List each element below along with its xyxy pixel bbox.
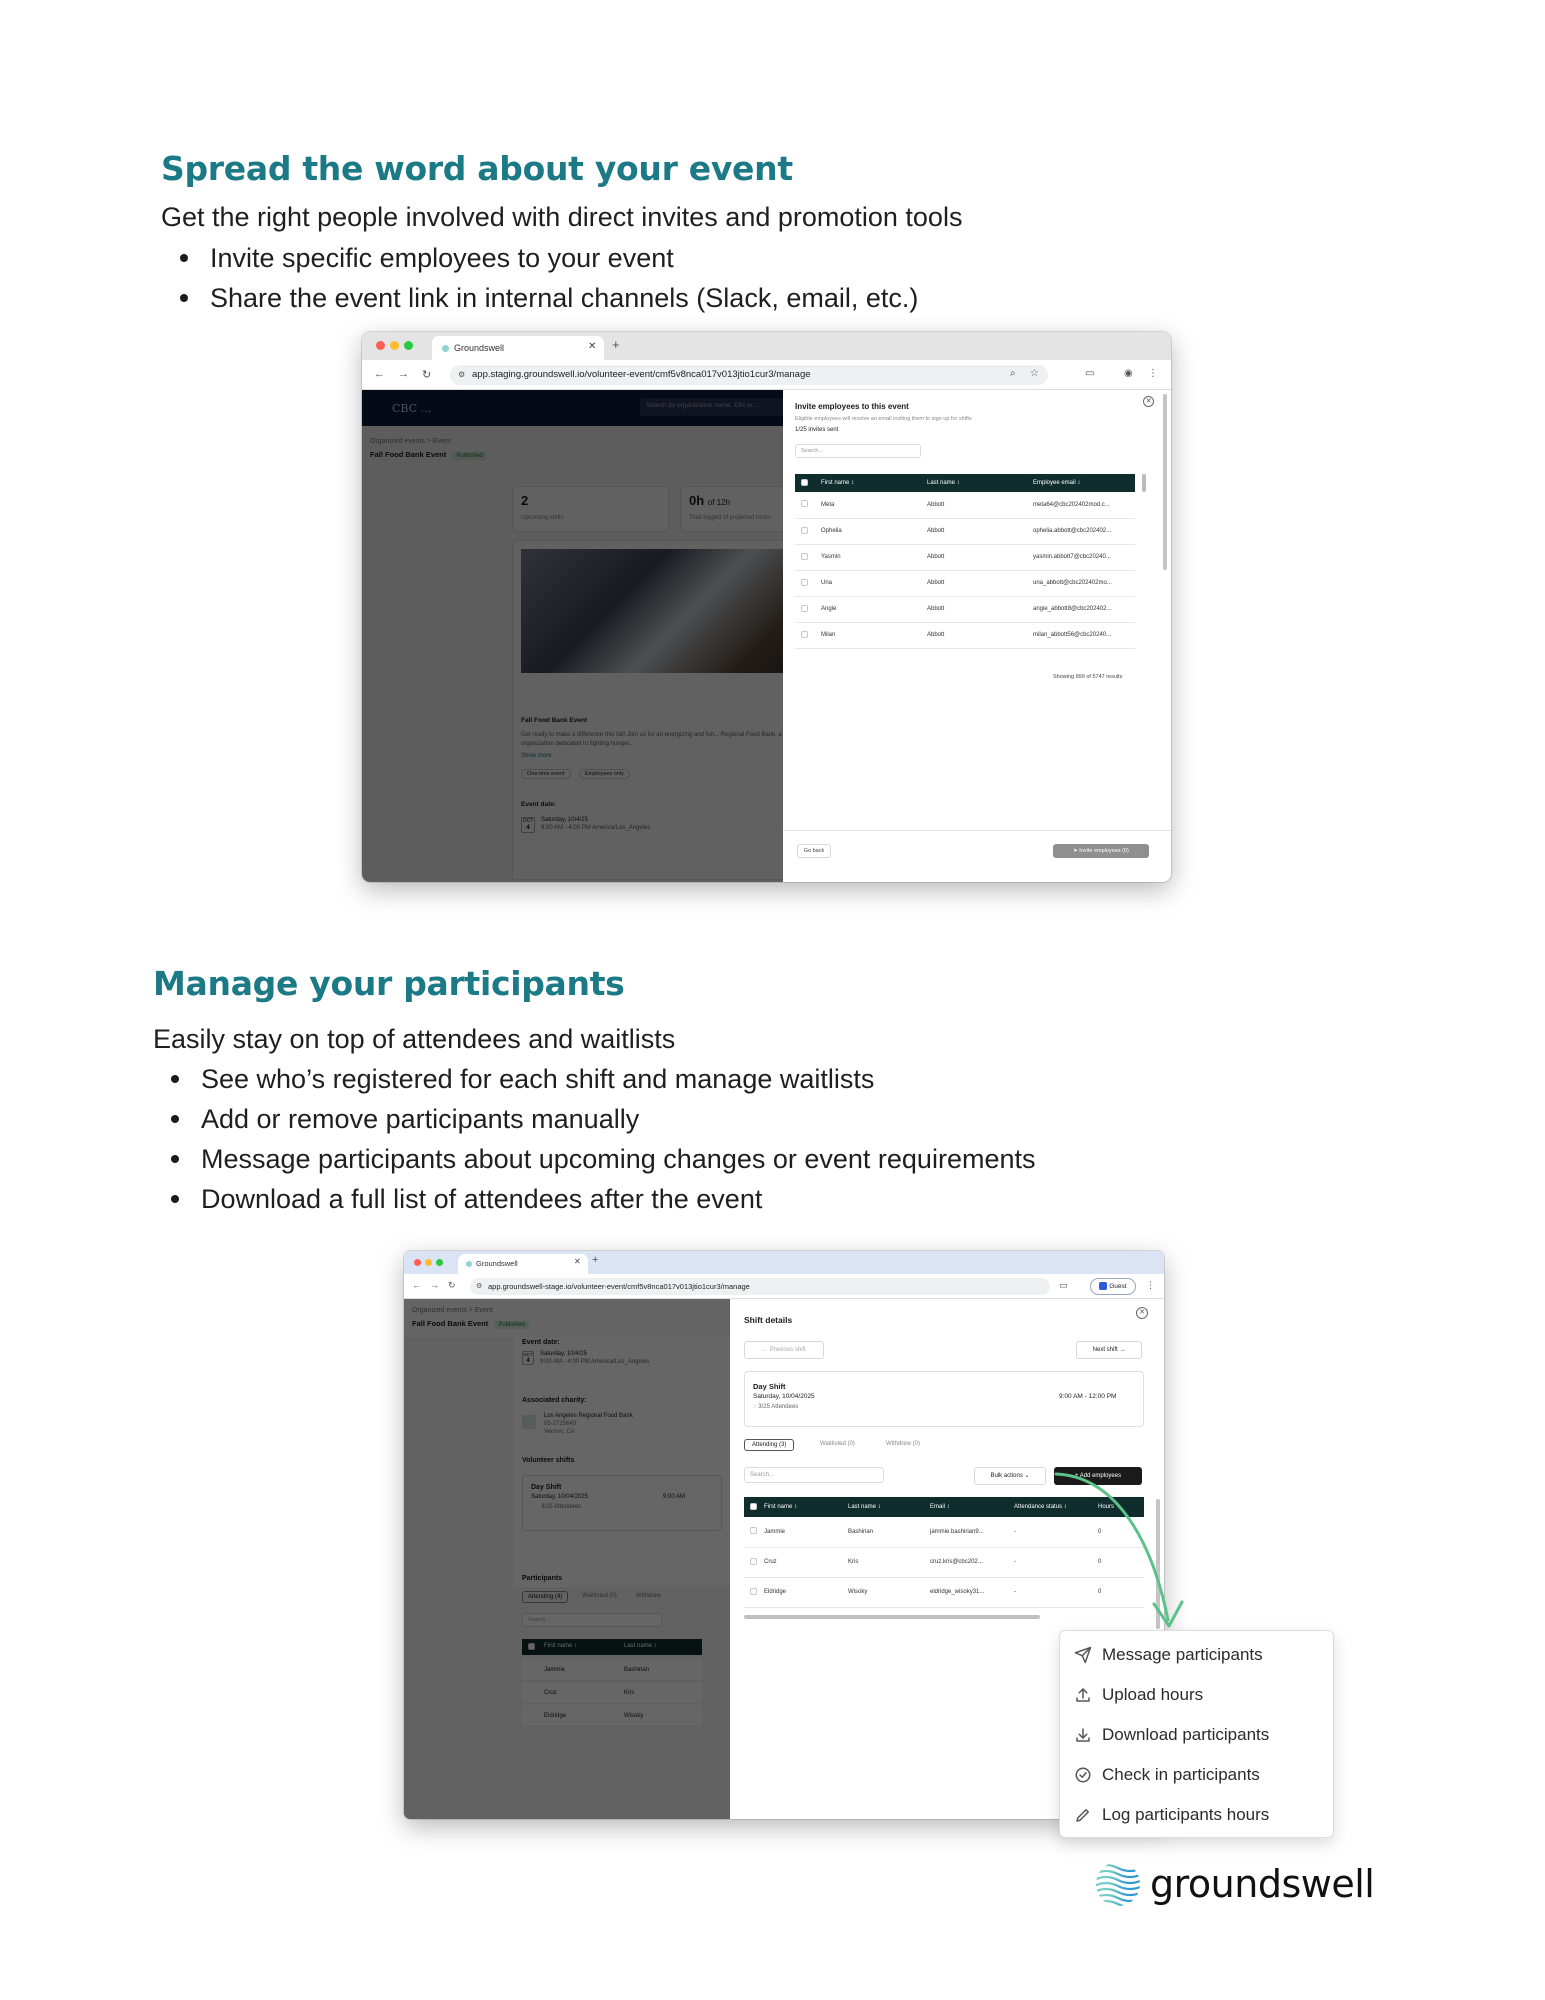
close-drawer-icon[interactable]: ✕ bbox=[1136, 1307, 1148, 1319]
maximize-window-dot[interactable] bbox=[404, 341, 413, 350]
tab-bar bbox=[404, 1251, 1164, 1274]
reload-icon[interactable]: ↻ bbox=[448, 1280, 456, 1290]
row-checkbox[interactable] bbox=[750, 1558, 757, 1565]
url-text: app.groundswell-stage.io/volunteer-event/cmf5v8nca017v013jtio1cur3/manage bbox=[488, 1281, 750, 1291]
table-row[interactable]: Una Abbott una_abbott@cbc202402mo... bbox=[795, 570, 1135, 596]
table-row[interactable]: Angie Abbott angie_abbott8@cbc202402... bbox=[795, 596, 1135, 622]
back-arrow-icon[interactable]: ← bbox=[374, 368, 385, 380]
shift-summary-card: Day Shift Saturday, 10/04/2025 9:00 AM - 12:00 PM ◌ 3/25 Attendees bbox=[744, 1371, 1144, 1427]
table-row[interactable]: Eldridge Wisoky eldridge_wisoky31... - 0 bbox=[744, 1577, 1144, 1607]
table-row[interactable]: Yasmin Abbott yasmin.abbott7@cbc20240... bbox=[795, 544, 1135, 570]
column-header[interactable]: First name ↕ bbox=[764, 1497, 848, 1517]
forward-arrow-icon[interactable]: → bbox=[398, 368, 409, 380]
list-item: See who’s registered for each shift and manage waitlists bbox=[155, 1059, 1035, 1099]
list-item: Download a full list of attendees after the event bbox=[155, 1179, 1035, 1219]
next-shift-button[interactable]: Next shift → bbox=[1076, 1341, 1142, 1359]
maximize-window-dot[interactable] bbox=[436, 1259, 443, 1266]
groundswell-favicon-icon bbox=[466, 1261, 472, 1267]
menu-item-download[interactable]: Download participants bbox=[1060, 1715, 1333, 1755]
table-scrollbar[interactable] bbox=[1142, 474, 1146, 492]
bulk-actions-button[interactable]: Bulk actions ⌄ bbox=[974, 1467, 1046, 1485]
back-arrow-icon[interactable]: ← bbox=[412, 1280, 421, 1290]
forward-arrow-icon[interactable]: → bbox=[430, 1280, 439, 1290]
add-employees-button[interactable]: + Add employees bbox=[1054, 1467, 1142, 1485]
bullet-list-manage bbox=[155, 1059, 1035, 1219]
url-field[interactable] bbox=[470, 1278, 1050, 1295]
column-header[interactable]: Employee email ↕ bbox=[1033, 474, 1135, 492]
row-checkbox[interactable] bbox=[750, 1588, 757, 1595]
groundswell-wave-icon bbox=[1094, 1860, 1142, 1908]
menu-item-log-hours[interactable]: Log participants hours bbox=[1060, 1795, 1333, 1835]
previous-shift-button[interactable]: ← Previous shift bbox=[744, 1341, 824, 1359]
close-window-dot[interactable] bbox=[414, 1259, 421, 1266]
column-header[interactable]: Attendance status ↕ bbox=[1014, 1497, 1098, 1517]
tab-bar bbox=[362, 332, 1171, 360]
section-subtitle-spread: Get the right people involved with direct invites and promotion tools bbox=[161, 202, 963, 232]
tab-waitlisted[interactable]: Waitlisted (0) bbox=[820, 1441, 855, 1447]
column-header[interactable]: Last name ↕ bbox=[927, 474, 1033, 492]
tab-withdrew[interactable]: Withdrew (0) bbox=[886, 1441, 921, 1447]
drawer-title: Shift details bbox=[744, 1315, 793, 1325]
section-title-manage: Manage your participants bbox=[153, 964, 625, 1003]
row-checkbox[interactable] bbox=[750, 1527, 757, 1534]
menu-item-check-in[interactable]: Check in participants bbox=[1060, 1755, 1333, 1795]
invites-sent-count: 1/25 invites sent bbox=[795, 427, 839, 433]
new-tab-icon[interactable]: + bbox=[592, 1254, 599, 1266]
table-row[interactable]: Meta Abbott meta64@cbc202402mod.c... bbox=[795, 492, 1135, 518]
drawer-title: Invite employees to this event bbox=[795, 402, 909, 411]
url-text: app.staging.groundswell.io/volunteer-event/cmf5v8nca017v013jtio1cur3/manage bbox=[472, 369, 811, 381]
brand-name: groundswell bbox=[1150, 1862, 1375, 1906]
close-window-dot[interactable] bbox=[376, 341, 385, 350]
column-header[interactable]: Last name ↕ bbox=[848, 1497, 930, 1517]
attendee-search-input[interactable]: Search... bbox=[744, 1467, 884, 1483]
invite-employees-button[interactable]: ➤ Invite employees (0) bbox=[1053, 844, 1149, 858]
tab-title: Groundswell bbox=[454, 343, 505, 353]
column-header[interactable]: Email ↕ bbox=[930, 1497, 1014, 1517]
check-circle-icon bbox=[1074, 1766, 1092, 1784]
employee-search-input[interactable]: Search... bbox=[795, 444, 921, 458]
table-row[interactable]: Cruz Kris cruz.kris@cbc202... - 0 bbox=[744, 1547, 1144, 1577]
chevron-down-icon: ⌄ bbox=[1024, 1473, 1030, 1479]
row-checkbox[interactable] bbox=[801, 631, 808, 638]
send-icon bbox=[1074, 1646, 1092, 1664]
site-settings-icon[interactable]: ⚙ bbox=[458, 370, 466, 379]
more-menu-icon[interactable]: ⋮ bbox=[1148, 368, 1158, 379]
section-title-spread: Spread the word about your event bbox=[161, 149, 793, 188]
cast-icon[interactable]: ▭ bbox=[1085, 368, 1095, 379]
browser-tab[interactable] bbox=[432, 336, 604, 360]
send-icon: ➤ bbox=[1073, 848, 1078, 854]
bulk-actions-menu bbox=[1059, 1630, 1334, 1838]
row-checkbox[interactable] bbox=[801, 579, 808, 586]
browser-tab[interactable] bbox=[458, 1254, 588, 1274]
table-row[interactable]: Ophelia Abbott ophelia.abbott@cbc202402... bbox=[795, 518, 1135, 544]
menu-item-upload[interactable]: Upload hours bbox=[1060, 1675, 1333, 1715]
profile-icon[interactable]: ◉ bbox=[1124, 368, 1133, 379]
table-horizontal-scrollbar[interactable] bbox=[744, 1615, 1040, 1619]
url-field[interactable] bbox=[450, 365, 1048, 385]
cast-icon[interactable]: ▭ bbox=[1059, 1280, 1068, 1290]
groundswell-favicon-icon bbox=[442, 345, 449, 352]
close-drawer-icon[interactable]: ✕ bbox=[1143, 396, 1154, 407]
row-checkbox[interactable] bbox=[801, 553, 808, 560]
column-header[interactable]: First name ↕ bbox=[821, 474, 927, 492]
address-bar bbox=[362, 360, 1171, 390]
table-row[interactable]: Jammie Bashirian jammie.bashirian9... - 0 bbox=[744, 1517, 1144, 1547]
drawer-scrollbar[interactable] bbox=[1163, 394, 1167, 570]
bullet-list-spread bbox=[164, 238, 918, 318]
results-count: Showing 999 of 5747 results bbox=[1053, 674, 1123, 680]
close-tab-icon[interactable]: ✕ bbox=[574, 1257, 581, 1266]
reload-icon[interactable]: ↻ bbox=[422, 369, 432, 381]
bookmark-star-icon[interactable]: ☆ bbox=[1030, 368, 1039, 379]
list-item: Message participants about upcoming changes or event requirements bbox=[155, 1139, 1035, 1179]
section-subtitle-manage: Easily stay on top of attendees and waitlists bbox=[153, 1024, 676, 1054]
close-tab-icon[interactable]: ✕ bbox=[588, 341, 597, 352]
row-checkbox[interactable] bbox=[801, 527, 808, 534]
invite-employees-drawer bbox=[783, 390, 1171, 882]
pointer-arrow-icon bbox=[1050, 1470, 1190, 1650]
employee-table bbox=[795, 474, 1135, 666]
zoom-icon[interactable]: ⌕ bbox=[1010, 368, 1016, 379]
address-bar bbox=[404, 1274, 1164, 1299]
list-item: Share the event link in internal channels (Slack, email, etc.) bbox=[164, 278, 918, 318]
person-icon: ◌ bbox=[753, 1404, 757, 1410]
drawer-footer-divider bbox=[783, 830, 1171, 831]
minimize-window-dot[interactable] bbox=[425, 1259, 432, 1266]
guest-avatar-icon bbox=[1099, 1282, 1107, 1290]
new-tab-icon[interactable]: + bbox=[612, 337, 620, 352]
go-back-button[interactable]: Go back bbox=[797, 844, 831, 858]
column-header[interactable]: Hours bbox=[1098, 1497, 1144, 1517]
browser-window-invite bbox=[362, 332, 1171, 882]
list-item: Invite specific employees to your event bbox=[164, 238, 918, 278]
table-row[interactable]: Milan Abbott milan_abbott56@cbc20240... bbox=[795, 622, 1135, 648]
groundswell-logo bbox=[1094, 1856, 1384, 1916]
more-menu-icon[interactable]: ⋮ bbox=[1146, 1280, 1155, 1290]
upload-icon bbox=[1074, 1686, 1092, 1704]
download-icon bbox=[1074, 1726, 1092, 1744]
tab-title: Groundswell bbox=[476, 1259, 518, 1268]
list-item: Add or remove participants manually bbox=[155, 1099, 1035, 1139]
menu-item-message[interactable]: Message participants bbox=[1060, 1635, 1333, 1675]
row-checkbox[interactable] bbox=[801, 500, 808, 507]
pencil-icon bbox=[1074, 1806, 1092, 1824]
site-settings-icon[interactable]: ⚙ bbox=[476, 1283, 483, 1290]
drawer-subtitle: Eligible employees will receive an email inviting them to sign up for shifts bbox=[795, 416, 972, 422]
guest-profile-button[interactable]: Guest bbox=[1090, 1278, 1136, 1295]
tab-attending[interactable]: Attending (3) bbox=[744, 1439, 794, 1451]
row-checkbox[interactable] bbox=[801, 605, 808, 612]
minimize-window-dot[interactable] bbox=[390, 341, 399, 350]
